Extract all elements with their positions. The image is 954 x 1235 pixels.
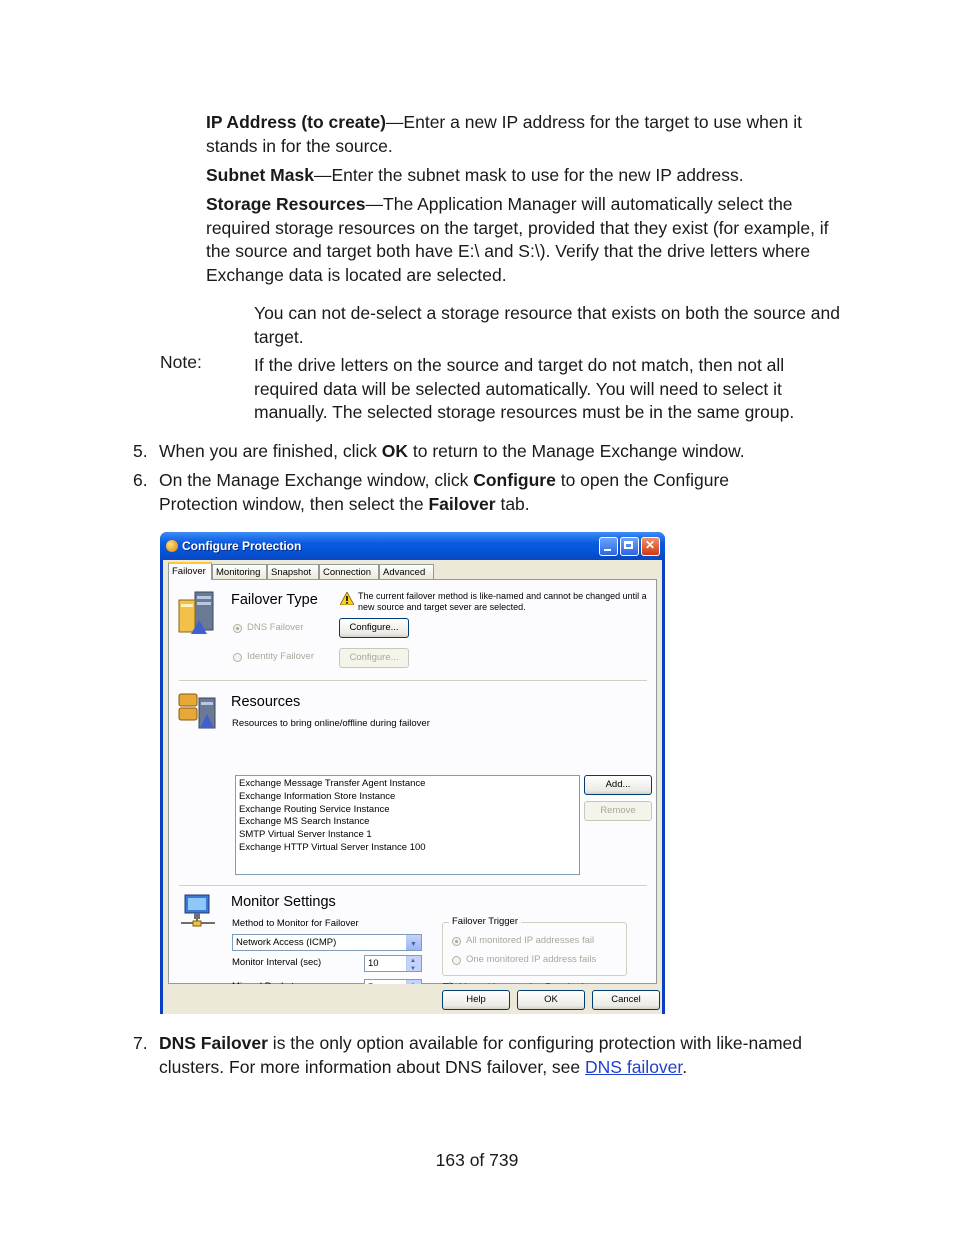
minimize-button[interactable] (599, 537, 618, 556)
method-select[interactable] (232, 934, 422, 951)
step-6-number: 6. (133, 470, 148, 490)
method-label: Method to Monitor for Failover (232, 918, 359, 929)
failover-trigger-label: Failover Trigger (449, 916, 521, 927)
failover-tab-panel (168, 579, 657, 984)
resource-item[interactable]: SMTP Virtual Server Instance 1 (239, 829, 372, 841)
storage-paragraph (206, 193, 846, 287)
note-line-1: You can not de-select a storage resource that exists on both the source and target. (254, 303, 840, 347)
tab-monitoring[interactable]: Monitoring (212, 564, 267, 579)
ip-address-label: IP Address (to create) (206, 112, 386, 132)
subnet-paragraph (206, 164, 846, 188)
cancel-button[interactable]: Cancel (592, 990, 660, 1010)
dialog-title-bar[interactable] (160, 532, 665, 560)
configure-dns-button[interactable]: Configure... (339, 618, 409, 638)
note-label: Note: (160, 352, 202, 372)
subnet-text: —Enter the subnet mask to use for the new IP address. (313, 165, 744, 185)
monitor-interval-label: Monitor Interval (sec) (232, 957, 322, 968)
subnet-label: Subnet Mask (206, 165, 314, 185)
help-button[interactable]: Help (442, 990, 510, 1010)
method-select-value: Network Access (ICMP) (236, 937, 337, 948)
resources-subtext: Resources to bring online/offline during failover (232, 718, 430, 729)
step-5-bold: OK (381, 441, 408, 461)
warning-icon (340, 592, 354, 605)
storage-text: —The Application Manager will automatically select the required storage resources on the target, provided that they exist (for example, if the source and target both have E:\ and S:\). Verify that the drive letters where Exchange data is located are selected. (206, 194, 829, 285)
step-7-post: . (682, 1056, 688, 1077)
dns-failover-radio[interactable] (233, 624, 242, 633)
tab-connection[interactable]: Connection (319, 564, 379, 579)
monitor-interval-stepper[interactable] (364, 955, 422, 972)
resources-icon (177, 688, 219, 732)
close-button[interactable] (641, 537, 660, 556)
trigger-one-radio[interactable] (452, 956, 461, 965)
tab-failover[interactable]: Failover (168, 562, 212, 580)
dialog-button-bar (163, 984, 662, 1014)
step-6-post: tab. (495, 493, 530, 514)
separator-1 (179, 680, 647, 682)
spin-arrows-icon[interactable] (406, 956, 421, 971)
step-5-post: to return to the Manage Exchange window. (408, 441, 745, 461)
trigger-all-label: All monitored IP addresses fail (466, 935, 595, 946)
identity-failover-label: Identity Failover (247, 651, 315, 662)
trigger-one-label: One monitored IP address fails (466, 954, 597, 965)
failover-type-heading: Failover Type (231, 592, 318, 608)
step-7-mid: is the only option available for configuring protection with like-named clusters. For more information about DNS failover, see (159, 1033, 802, 1077)
step-6-pre: On the Manage Exchange window, click (159, 470, 474, 490)
step-5-text (159, 440, 849, 464)
failover-trigger-group (442, 916, 627, 976)
trigger-all-radio[interactable] (452, 937, 461, 946)
note-line-2: If the drive letters on the source and target do not match, then not all required data will be selected automatically. You will need to select it manually. The selected storage resources must be in the same group. (254, 355, 795, 422)
failover-warning-text: The current failover method is like-named and cannot be changed until a new source and target sever are selected. (358, 591, 647, 612)
chevron-down-icon[interactable] (406, 935, 421, 950)
resource-item[interactable]: Exchange Message Transfer Agent Instance (239, 778, 426, 789)
remove-resource-button[interactable]: Remove (584, 801, 652, 821)
ok-button[interactable]: OK (517, 990, 585, 1010)
step-6-bold-2: Failover (428, 493, 496, 514)
configure-protection-dialog (160, 532, 665, 1014)
resource-item[interactable]: Exchange Routing Service Instance (239, 803, 390, 815)
resource-item[interactable]: Exchange Information Store Instance (239, 790, 396, 802)
step-6-text (159, 469, 799, 516)
dialog-client-area (163, 560, 662, 1014)
step-7-bold: DNS Failover (159, 1033, 268, 1053)
resource-item[interactable]: Exchange MS Search Instance (239, 816, 370, 828)
monitor-settings-icon (179, 893, 217, 935)
dns-failover-label: DNS Failover (247, 622, 304, 633)
step-6-bold: Configure (473, 470, 556, 490)
storage-label: Storage Resources (206, 194, 366, 214)
resources-list[interactable] (235, 775, 580, 875)
separator-2 (179, 885, 647, 887)
configure-identity-button[interactable]: Configure... (339, 648, 409, 668)
tab-snapshot[interactable]: Snapshot (267, 564, 319, 579)
app-icon (166, 540, 178, 552)
page-number: 163 of 739 (435, 1150, 519, 1170)
ip-address-text: —Enter a new IP address for the target to use when it stands in for the source. (206, 112, 802, 156)
step-5-number: 5. (133, 441, 148, 461)
monitor-interval-value: 10 (368, 958, 379, 969)
ip-address-paragraph (206, 111, 846, 158)
step-6-mid: to open the Configure Protection window, then select the (159, 470, 730, 514)
step-5-pre: When you are finished, click (159, 441, 382, 461)
resource-item[interactable]: Exchange HTTP Virtual Server Instance 100 (239, 841, 426, 853)
failover-servers-icon (175, 590, 219, 636)
dialog-title: Configure Protection (182, 539, 302, 553)
step-7-number: 7. (133, 1033, 148, 1053)
step-7-text (159, 1032, 809, 1079)
dns-failover-link[interactable]: DNS failover (585, 1056, 683, 1077)
maximize-button[interactable] (620, 537, 639, 556)
resources-heading: Resources (231, 694, 301, 710)
identity-failover-radio[interactable] (233, 653, 242, 662)
monitor-settings-heading: Monitor Settings (231, 894, 336, 910)
add-resource-button[interactable]: Add... (584, 775, 652, 795)
tab-advanced[interactable]: Advanced (379, 564, 434, 579)
